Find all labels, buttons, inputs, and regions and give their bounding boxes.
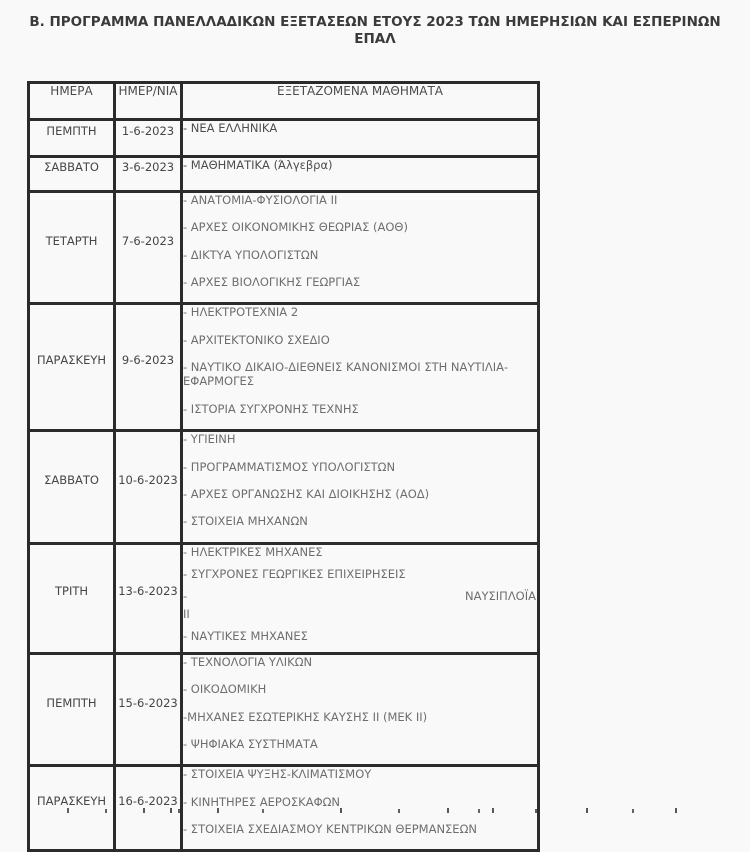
subject-item: - ΑΡΧΕΣ ΟΡΓΑΝΩΣΗΣ ΚΑΙ ΔΙΟΙΚΗΣΗΣ (ΑΟΔ): [183, 486, 430, 501]
date-label: 15-6-2023: [118, 695, 178, 710]
subject-item: - ΝΑΥΤΙΚΕΣ ΜΗΧΑΝΕΣ: [183, 629, 308, 644]
table-row: [29, 431, 539, 544]
subject-item: - ΑΡΧΕΣ ΒΙΟΛΟΓΙΚΗΣ ΓΕΩΡΓΙΑΣ: [183, 274, 361, 289]
date-cell: [115, 431, 182, 544]
subject-item: - ΗΛΕΚΤΡΟΤΕΧΝΙΑ 2: [183, 305, 299, 320]
table-row: [29, 543, 539, 653]
day-cell: [29, 653, 115, 766]
day-cell: [29, 543, 115, 653]
day-label: ΣΑΒΒΑΤΟ: [44, 159, 99, 174]
subject-item: - ΔΙΚΤΥΑ ΥΠΟΛΟΓΙΣΤΩΝ: [183, 247, 319, 262]
subjects-cell: [182, 191, 539, 304]
subject-dash: -: [183, 589, 188, 604]
table-row: [29, 653, 539, 766]
table-row: [29, 119, 539, 156]
clipped-letter-tops: [30, 808, 32, 813]
subject-item: - ΑΡΧΕΣ ΟΙΚΟΝΟΜΙΚΗΣ ΘΕΩΡΙΑΣ (ΑΟΘ): [183, 220, 408, 235]
subject-item: - ΚΙΝΗΤΗΡΕΣ ΑΕΡΟΣΚΑΦΩΝ: [183, 794, 341, 809]
column-header-day: ΗΜΕΡΑ: [29, 82, 115, 119]
subject-item: - ΤΕΧΝΟΛΟΓΙΑ ΥΛΙΚΩΝ: [183, 654, 313, 669]
day-label: ΤΡΙΤΗ: [54, 584, 89, 599]
subjects-cell: [182, 119, 539, 156]
subjects-cell: [182, 543, 539, 653]
exam-schedule-table: [27, 81, 540, 852]
date-cell: [115, 119, 182, 156]
document-page: [0, 14, 750, 837]
subject-item: - ΝΕΑ ΕΛΛΗΝΙΚΑ: [183, 120, 278, 135]
day-label: ΠΕΜΠΤΗ: [46, 123, 97, 138]
subject-wrapped-numeral: ΙΙ: [183, 606, 190, 621]
subject-item: - ΥΓΙΕΙΝΗ: [183, 432, 236, 447]
header-row: [29, 82, 539, 119]
subjects-cell: [182, 156, 539, 191]
day-cell: [29, 119, 115, 156]
day-cell: [29, 191, 115, 304]
date-label: 7-6-2023: [121, 233, 175, 248]
date-cell: [115, 304, 182, 431]
subjects-cell: [182, 653, 539, 766]
subject-pushed-right: ΝΑΥΣΙΠΛΟΪΑ: [465, 589, 536, 604]
day-label: ΤΕΤΑΡΤΗ: [45, 233, 98, 248]
day-cell: [29, 431, 115, 544]
day-cell: [29, 304, 115, 431]
subject-item: - ΠΡΟΓΡΑΜΜΑΤΙΣΜΟΣ ΥΠΟΛΟΓΙΣΤΩΝ: [183, 459, 396, 474]
table-row: [29, 304, 539, 431]
day-label: ΠΑΡΑΣΚΕΥΗ: [36, 794, 107, 809]
subject-item: - ΗΛΕΚΤΡΙΚΕΣ ΜΗΧΑΝΕΣ: [183, 544, 323, 559]
subject-item: - ΣΥΓΧΡΟΝΕΣ ΓΕΩΡΓΙΚΕΣ ΕΠΙΧΕΙΡΗΣΕΙΣ: [183, 567, 406, 581]
date-cell: [115, 191, 182, 304]
subject-item: - ΑΡΧΙΤΕΚΤΟΝΙΚΟ ΣΧΕΔΙΟ: [183, 332, 330, 347]
date-label: 16-6-2023: [118, 794, 178, 809]
page-title: Β. ΠΡΟΓΡΑΜΜΑ ΠΑΝΕΛΛΑΔΙΚΩΝ ΕΞΕΤΑΣΕΩΝ ΕΤΟΥΣ 2023 ΤΩΝ ΗΜΕΡΗΣΙΩΝ ΚΑΙ ΕΣΠΕΡΙΝΩΝ ΕΠΑΛ: [29, 14, 721, 47]
day-label: ΠΑΡΑΣΚΕΥΗ: [36, 353, 107, 368]
subject-item: - ΣΤΟΙΧΕΙΑ ΣΧΕΔΙΑΣΜΟΥ ΚΕΝΤΡΙΚΩΝ ΘΕΡΜΑΝΣΕΩΝ: [183, 822, 477, 837]
date-cell: [115, 156, 182, 191]
day-label: ΣΑΒΒΑΤΟ: [44, 472, 99, 487]
subjects-cell: [182, 304, 539, 431]
subject-item: - ΑΝΑΤΟΜΙΑ-ΦΥΣΙΟΛΟΓΙΑ ΙΙ: [183, 192, 338, 207]
day-cell: [29, 156, 115, 191]
subject-item: - ΝΑΥΤΙΚΟ ΔΙΚΑΙΟ-ΔΙΕΘΝΕΙΣ ΚΑΝΟΝΙΣΜΟΙ ΣΤΗ ΝΑΥΤΙΛΙΑ-ΕΦΑΡΜΟΓΕΣ: [183, 360, 509, 389]
table-header: [29, 82, 539, 119]
date-cell: [115, 653, 182, 766]
subject-item: - ΣΤΟΙΧΕΙΑ ΜΗΧΑΝΩΝ: [183, 514, 308, 529]
schedule-table-body: [29, 119, 539, 851]
subject-item: - ΨΗΦΙΑΚΑ ΣΥΣΤΗΜΑΤΑ: [183, 736, 318, 751]
table-row: [29, 191, 539, 304]
subject-item: - ΟΙΚΟΔΟΜΙΚΗ: [183, 682, 267, 697]
subject-item: -ΜΗΧΑΝΕΣ ΕΣΩΤΕΡΙΚΗΣ ΚΑΥΣΗΣ ΙΙ (ΜΕΚ ΙΙ): [183, 709, 428, 724]
subject-item: - ΙΣΤΟΡΙΑ ΣΥΓΧΡΟΝΗΣ ΤΕΧΝΗΣ: [183, 401, 359, 416]
column-header-subjects: ΕΞΕΤΑΖΟΜΕΝΑ ΜΑΘΗΜΑΤΑ: [182, 82, 539, 119]
subject-item: - ΣΤΟΙΧΕΙΑ ΨΥΞΗΣ-ΚΛΙΜΑΤΙΣΜΟΥ: [183, 767, 372, 782]
subjects-cell: [182, 431, 539, 544]
date-cell: [115, 543, 182, 653]
clipped-text-line: [30, 807, 730, 813]
date-label: 9-6-2023: [121, 353, 175, 368]
subject-item-split: [183, 589, 537, 603]
subject-item: - ΜΑΘΗΜΑΤΙΚΑ (Άλγεβρα): [183, 157, 333, 172]
table-row: [29, 156, 539, 191]
date-label: 10-6-2023: [118, 472, 178, 487]
column-header-date: ΗΜΕΡ/ΝΙΑ: [115, 82, 182, 119]
date-label: 13-6-2023: [118, 584, 178, 599]
day-label: ΠΕΜΠΤΗ: [46, 695, 97, 710]
date-label: 3-6-2023: [121, 159, 175, 174]
date-label: 1-6-2023: [121, 123, 175, 138]
